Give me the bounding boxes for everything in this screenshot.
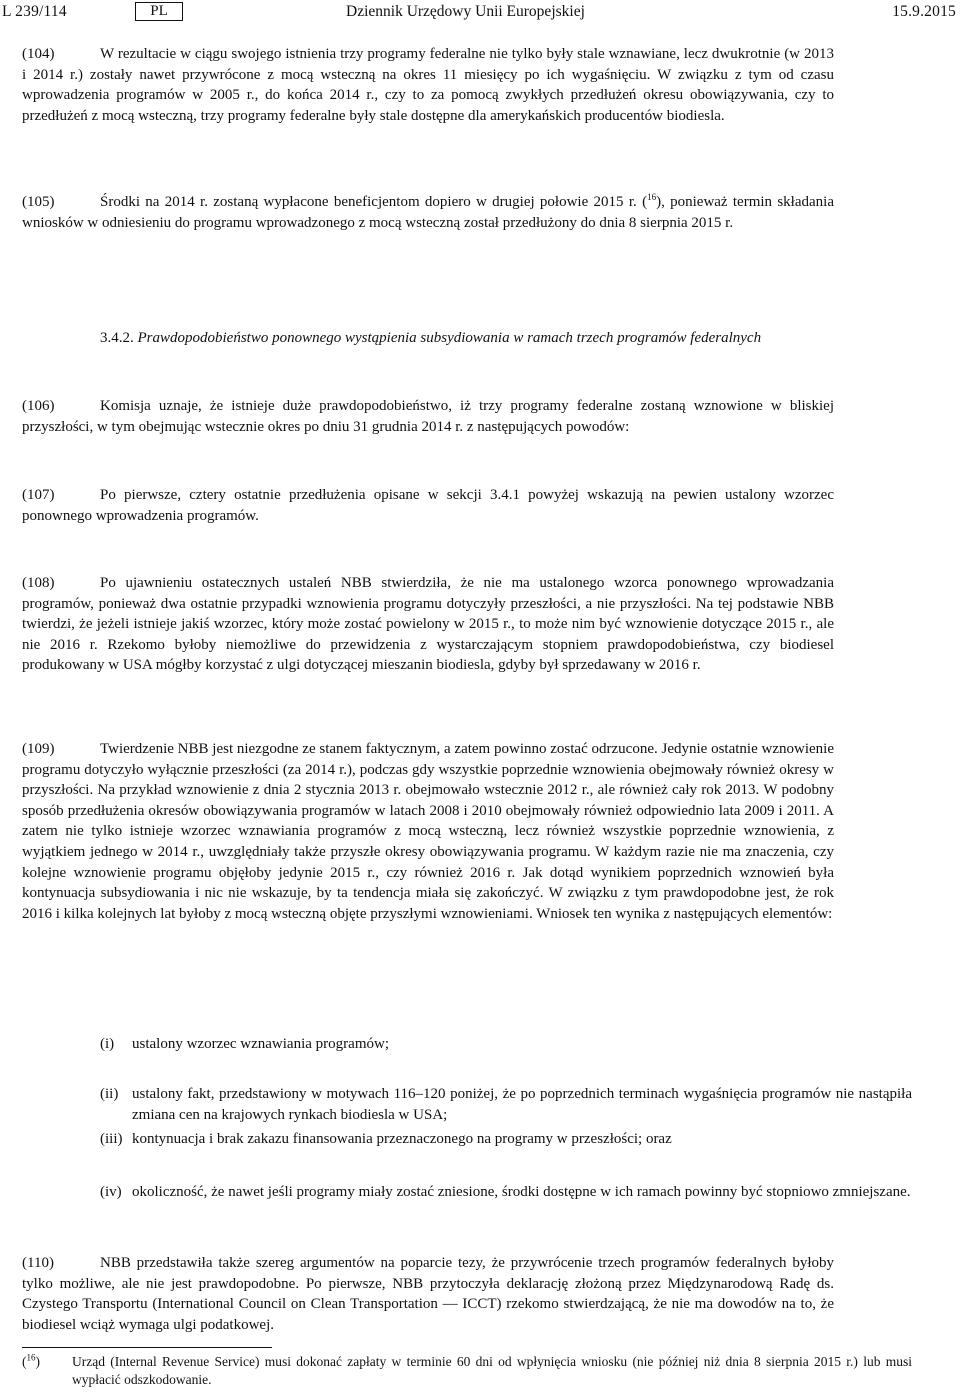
section-heading	[100, 328, 912, 349]
page-header	[0, 0, 960, 24]
list-item-text: okoliczność, że nawet jeśli programy miały zostać zniesione, środki dostępne w ich ramach powinny być stopniowo zmniejszane.	[132, 1184, 911, 1200]
list-item-text: ustalony wzorzec wznawiania programów;	[132, 1036, 389, 1052]
recital-text: NBB przedstawiła także szereg argumentów na poparcie tezy, że przywrócenie trzech programów federalnych byłoby tylko możliwe, ale nie jest prawdopodobne. Po pierwsze, NBB przytoczyła deklarację złożoną przez Międzynarodową Radę ds. Czystego Transportu (International Council on Clean Transportation — ICCT) rzekomo stwierdzającą, że nie ma dowodów na to, że biodiesel wciąż wymaga ulgi podatkowej.	[22, 1255, 834, 1333]
recital-text: Po pierwsze, cztery ostatnie przedłużenia opisane w sekcji 3.4.1 powyżej wskazują na pewien ustalony wzorzec ponownego wprowadzenia programów.	[22, 487, 834, 524]
recital-text: Twierdzenie NBB jest niezgodne ze stanem faktycznym, a zatem powinno zostać odrzucone. Jedynie ostatnie wznowienie programu dotyczyło wyłącznie przeszłości (za 2014 r.), podczas gdy wszystkie poprzednie wznowienia obejmowały również okresy w przyszłości. Na przykład wznowienie z dnia 2 stycznia 2013 r. obejmowało wstecznie 2012 r., ale również cały rok 2013. W podobny sposób przedłużenia okresów obowiązywania programów w latach 2008 i 2010 obejmowały również odpowiednio lata 2009 i 2011. A zatem nie tylko istnieje wzorzec wznawiania programów z mocą wsteczną, lecz również wszystkie poprzednie wznowienia, z wyjątkiem jednego w 2014 r., uwzględniały także przyszłe okresy obowiązywania programu. W każdym razie nie ma znaczenia, czy kolejne wznowienie programu objęłoby jedynie 2015 r., czy również 2016 r. Jak dotąd wynikiem poprzednich wznowień była kontynuacja subsydiowania i nic nie wskazuje, by ta tendencja miała się zakończyć. W związku z tym prawdopodobne jest, że rok 2016 i kilka kolejnych lat byłoby z mocą wsteczną objęte przyszłymi wznowieniami. Wniosek ten wynika z następujących elementów:	[22, 741, 834, 922]
recital-number: (105)	[22, 194, 55, 210]
footnote-text: Urząd (Internal Revenue Service) musi dokonać zapłaty w terminie 60 dni od wpłynięcia wniosku (nie później niż dnia 8 sierpnia 2015 r.) lub musi wypłacić odszkodowanie.	[72, 1354, 912, 1387]
list-item-text: kontynuacja i brak zakazu finansowania przeznaczonego na programy w przeszłości; oraz	[132, 1131, 672, 1147]
recital-text	[22, 192, 834, 233]
section-title: Prawdopodobieństwo ponownego wystąpienia subsydiowania w ramach trzech programów federalnych	[137, 330, 762, 346]
list-item-number: (iv)	[100, 1184, 122, 1200]
page-reference: L 239/114	[2, 3, 67, 20]
list-item-number: (i)	[100, 1036, 115, 1052]
recital-text-start: Środki na 2014 r. zostaną wypłacone beneficjentom dopiero w drugiej połowie 2015 r. (	[100, 194, 648, 210]
recital-number: (109)	[22, 741, 55, 757]
recital-text-end: ), ponieważ termin składania wniosków w odniesieniu do programu wprowadzonego z mocą wsteczną został przedłużony do dnia 8 sierpnia 2015 r.	[22, 194, 834, 231]
list-item-number: (ii)	[100, 1086, 119, 1102]
footnote-number: ($^{16}$)	[22, 1352, 40, 1369]
section-number: 3.4.2.	[100, 330, 134, 346]
footnote-reference: 16	[647, 192, 657, 202]
publication-date: 15.9.2015	[892, 3, 956, 20]
recital-number: (110)	[22, 1255, 54, 1271]
recital-number: (108)	[22, 575, 55, 591]
recital-text: Komisja uznaje, że istnieje duże prawdopodobieństwo, iż trzy programy federalne zostaną wznowione w bliskiej przyszłości, w tym obejmując wstecznie okres po dniu 31 grudnia 2014 r. z następujących powodów:	[22, 398, 834, 435]
journal-title: Dziennik Urzędowy Unii Europejskiej	[346, 3, 585, 20]
recital-number: (104)	[22, 46, 55, 62]
recital-number: (106)	[22, 398, 55, 414]
list-item-number: (iii)	[100, 1131, 123, 1147]
language-badge: PL	[135, 2, 183, 21]
recital-text: Po ujawnieniu ostatecznych ustaleń NBB stwierdziła, że nie ma ustalonego wzorca ponownego wprowadzania programów, ponieważ dwa ostatnie przypadki wznowienia programu dotyczyły przeszłości, a nie przyszłości. Na tej podstawie NBB twierdzi, że jeżeli istnieje jakiś wzorzec, który może zostać powielony w 2015 r., to może nim być wznowienie dotyczące 2015 r., ale nie 2016 r. Rzekomo byłoby niemożliwe do przewidzenia z wystarczającym stopniem prawdopodobieństwa, czy biodiesel produkowany w USA mógłby korzystać z ulgi dotyczącej mieszanin biodiesla, gdyby był sprzedawany w 2016 r.	[22, 575, 834, 674]
recital-number: (107)	[22, 487, 55, 503]
list-item-text: ustalony fakt, przedstawiony w motywach 116–120 poniżej, że po poprzednich terminach wygaśnięcia programów nie nastąpiła zmiana cen na krajowych rynkach biodiesla w USA;	[132, 1086, 912, 1123]
footnote-divider	[22, 1347, 272, 1348]
recital-text: W rezultacie w ciągu swojego istnienia trzy programy federalne nie tylko były stale wznawiane, lecz dwukrotnie (w 2013 i 2014 r.) zostały nawet przywrócone z mocą wsteczną na okres 11 miesięcy po ich wygaśnięciu. W związku z tym od czasu wprowadzenia programów w 2005 r., do końca 2014 r., czy to za pomocą zwykłych przedłużeń okresu obowiązywania, czy to przedłużeń z mocą wsteczną, trzy programy federalne były stale dostępne dla amerykańskich producentów biodiesla.	[22, 46, 834, 124]
